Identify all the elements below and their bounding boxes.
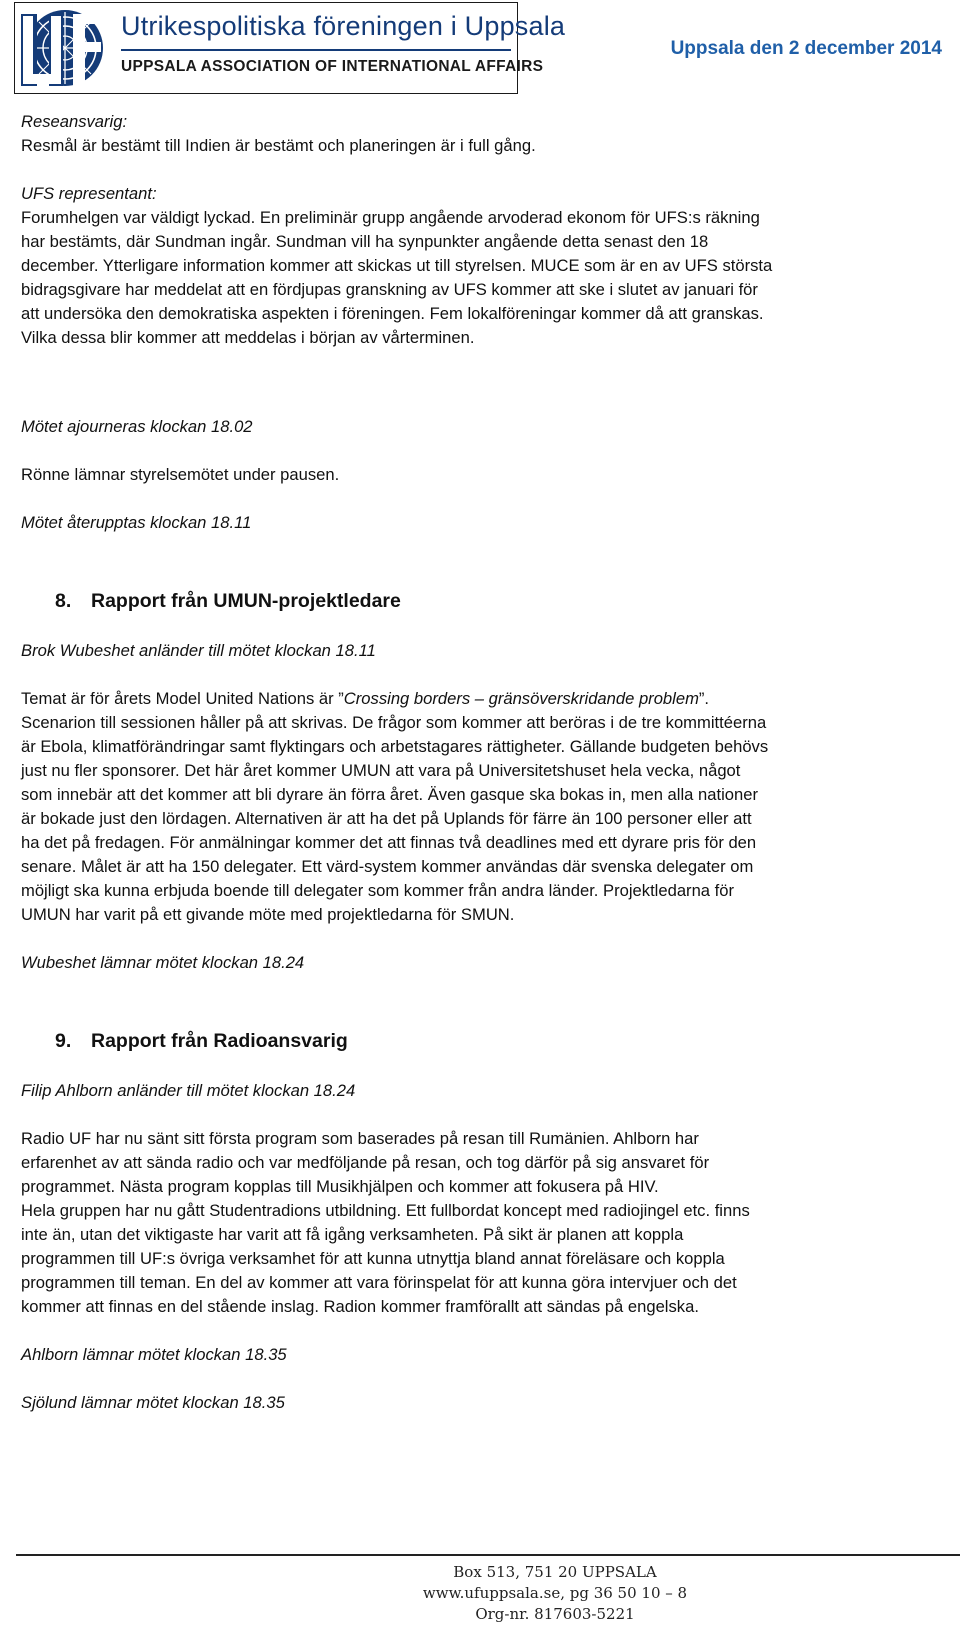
ufs-line: har bestämts, där Sundman ingår. Sundman vill ha synpunkter angående detta senast den 18 (21, 232, 709, 251)
departure-note: Sjölund lämnar mötet klockan 18.35 (21, 1393, 285, 1412)
theme-italic: Crossing borders – gränsöverskridande problem (343, 689, 699, 708)
section-heading-8 (21, 587, 941, 615)
reseansvarig-label: Reseansvarig: (21, 112, 128, 131)
ufs-line: Vilka dessa blir kommer att meddelas i början av vårterminen. (21, 328, 475, 347)
radio-line: kommer att finnas en del stående inslag. Radion kommer framförallt att sändas på engelska. (21, 1297, 699, 1316)
ufs-line: december. Ytterligare information kommer att skickas ut till styrelsen. MUCE som är en av UFS största (21, 256, 773, 275)
organization-name-english: UPPSALA ASSOCIATION OF INTERNATIONAL AFFAIRS (121, 58, 544, 75)
organization-logo (14, 2, 566, 94)
footer-org-number: Org-nr. 817603-5221 (475, 1605, 635, 1623)
page-footer (0, 1554, 960, 1634)
radio-line: Radio UF har nu sänt sitt första program som baserades på resan till Rumänien. Ahlborn har (21, 1129, 699, 1148)
radio-line: Hela gruppen har nu gått Studentradions utbildning. Ett fullbordat koncept med radiojingel etc. finns (21, 1201, 750, 1220)
document-date: Uppsala den 2 december 2014 (670, 38, 942, 59)
ronne-note: Rönne lämnar styrelsemötet under pausen. (21, 465, 340, 484)
footer-address: Box 513, 751 20 UPPSALA (453, 1563, 657, 1581)
radio-line: programmen till teman. En del av kommer att vara förinspelat för att kunna göra intervjuer och det (21, 1273, 737, 1292)
umun-line: är bokade just den lördagen. Alternativen är att ha det på Uplands för färre än 100 personer eller att (21, 809, 752, 828)
umun-line: Scenarion till sessionen håller på att skrivas. De frågor som kommer att beröras i de tre kommittéerna (21, 713, 767, 732)
ufs-line: att undersöka den demokratiska aspekten i föreningen. Fem lokalföreningar kommer då att granskas. (21, 304, 764, 323)
theme-suffix: ”. (698, 689, 710, 708)
radio-line: programmen till UF:s övriga verksamhet för att kunna utnyttja bland annat föreläsare och koppla (21, 1249, 725, 1268)
footer-divider (16, 1554, 960, 1556)
umun-line: möjligt ska kunna erbjuda boende till delegater som kommer från andra länder. Projektledarna för (21, 881, 735, 900)
un-globe-emblem-icon (19, 6, 111, 90)
arrival-note: Filip Ahlborn anländer till mötet klockan 18.24 (21, 1081, 356, 1100)
ufs-line: bidragsgivare har meddelat att en fördjupas granskning av UFS kommer att ske i slutet av januari för (21, 280, 758, 299)
theme-line (21, 687, 941, 711)
ufs-representative-label: UFS representant: (21, 184, 157, 203)
organization-name-swedish: Utrikespolitiska föreningen i Uppsala (121, 11, 566, 41)
umun-line: är Ebola, klimatförändringar samt flyktingars och arbetstagares rättigheter. Gällande budgeten behövs (21, 737, 769, 756)
section-number: 9. (55, 1030, 72, 1052)
departure-note: Ahlborn lämnar mötet klockan 18.35 (21, 1345, 287, 1364)
umun-line: just nu fler sponsorer. Det här året kommer UMUN att vara på Universitetshuset hela vecka, något (21, 761, 741, 780)
footer-contact (0, 1562, 960, 1625)
logo-divider (121, 49, 511, 51)
section-title: Rapport från Radioansvarig (91, 1030, 348, 1052)
radio-line: programmet. Nästa program kopplas till Musikhjälpen och kommer att fokusera på HIV. (21, 1177, 659, 1196)
section-title: Rapport från UMUN-projektledare (91, 590, 401, 612)
departure-note: Wubeshet lämnar mötet klockan 18.24 (21, 953, 305, 972)
arrival-note: Brok Wubeshet anländer till mötet klockan 18.11 (21, 641, 376, 660)
letterhead (0, 0, 960, 100)
reseansvarig-text: Resmål är bestämt till Indien är bestämt och planeringen är i full gång. (21, 136, 536, 155)
radio-line: inte än, utan det viktigaste har varit att få igång verksamheten. På sikt är planen att koppla (21, 1225, 684, 1244)
theme-prefix: Temat är för årets Model United Nations är ” (21, 689, 344, 708)
adjourn-note: Mötet ajourneras klockan 18.02 (21, 417, 253, 436)
section-heading-9 (21, 1027, 941, 1055)
resume-note: Mötet återupptas klockan 18.11 (21, 513, 252, 532)
minutes-body (21, 110, 941, 1415)
footer-website: www.ufuppsala.se, pg 36 50 10 – 8 (422, 1584, 688, 1602)
umun-line: ha det på fredagen. För anmälningar kommer det att finnas två deadlines med ett dyrare pris för den (21, 833, 757, 852)
ufs-line: Forumhelgen var väldigt lyckad. En preliminär grupp angående arvoderad ekonom för UFS:s räkning (21, 208, 760, 227)
radio-line: erfarenhet av att sända radio och var medföljande på resan, och tog därför på sig ansvaret för (21, 1153, 710, 1172)
umun-line: UMUN har varit på ett givande möte med projektledarna för SMUN. (21, 905, 515, 924)
section-number: 8. (55, 590, 72, 612)
umun-line: som innebär att det kommer att bli dyrare än förra året. Även gasque ska bokas in, men alla nationer (21, 785, 758, 804)
umun-line: senare. Målet är att ha 150 delegater. Ett värd-system kommer användas där svenska delegater om (21, 857, 754, 876)
